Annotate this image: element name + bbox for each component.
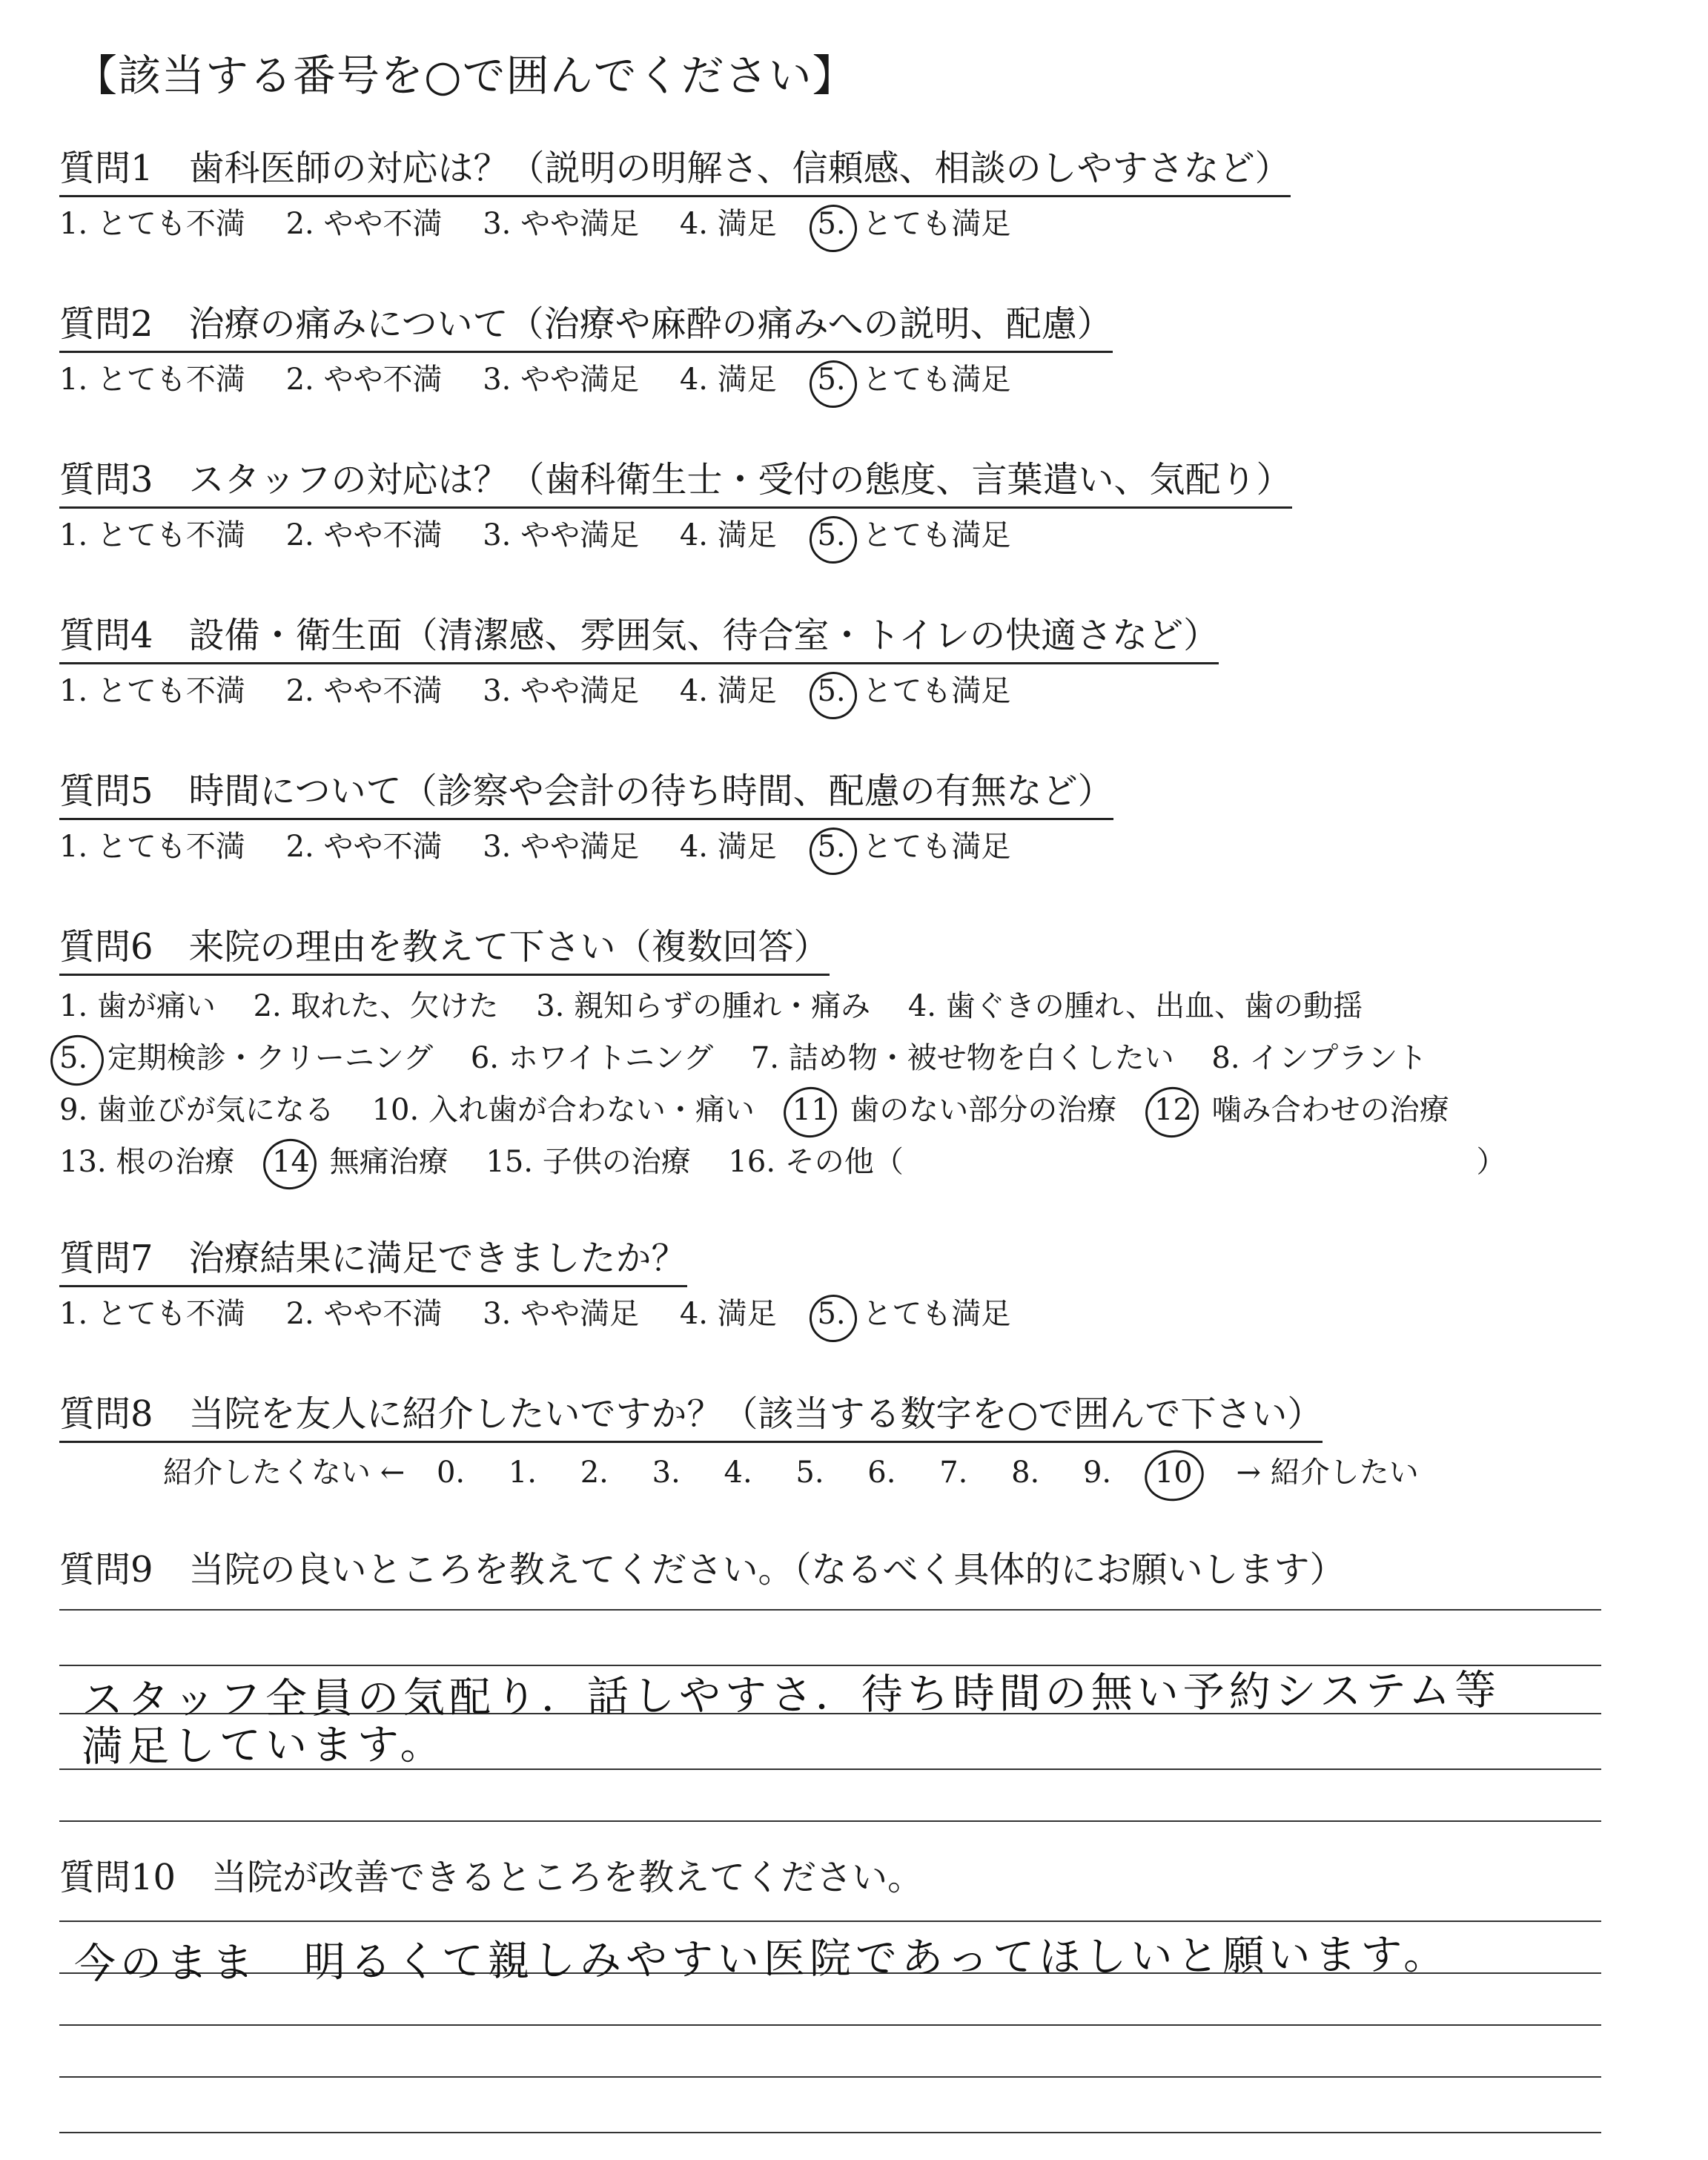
q10-rule-5 [59, 2132, 1601, 2133]
q6-option-12-label: 噛み合わせの治療 [1211, 1093, 1449, 1127]
q7-option-3[interactable]: 3. やや満足 [483, 1297, 640, 1331]
question-9 [59, 1546, 1690, 1596]
question-6 [59, 923, 1690, 1188]
q9-rule-5 [59, 1820, 1601, 1822]
question-3-title: 質問3 スタッフの対応は？（歯科衛生士・受付の態度、言葉遣い、気配り） [59, 456, 1292, 509]
q7-option-4[interactable]: 4. 満足 [679, 1297, 777, 1331]
q4-option-1[interactable]: 1. とても不満 [59, 674, 245, 708]
q10-rule-3 [59, 2024, 1601, 2026]
q6-option-11-label: 歯のない部分の治療 [850, 1093, 1117, 1127]
question-8-scale [59, 1450, 1690, 1495]
question-4-options [59, 670, 1690, 712]
question-7-options [59, 1293, 1690, 1335]
q2-option-5-label: とても満足 [862, 363, 1011, 397]
q5-option-5-label: とても満足 [862, 830, 1011, 864]
q8-number-4[interactable]: 4. [724, 1456, 752, 1490]
question-2-options [59, 359, 1690, 400]
q8-number-10-circled[interactable]: 10 [1155, 1450, 1193, 1495]
q6-option-9[interactable]: 9. 歯並びが気になる [59, 1093, 334, 1127]
q6-option-2[interactable]: 2. 取れた、欠けた [253, 989, 499, 1023]
question-7-title: 質問7 治療結果に満足できましたか？ [59, 1235, 687, 1287]
q6-option-5-label: 定期検診・クリーニング [107, 1041, 434, 1075]
question-2-title: 質問2 治療の痛みについて（治療や麻酔の痛みへの説明、配慮） [59, 300, 1113, 353]
q6-option-8[interactable]: 8. インプラント [1211, 1041, 1428, 1075]
question-1-title: 質問1 歯科医師の対応は？（説明の明解さ、信頼感、相談のしやすさなど） [59, 145, 1291, 197]
q1-option-2[interactable]: 2. やや不満 [285, 207, 443, 241]
q8-number-6[interactable]: 6. [867, 1456, 896, 1490]
q3-option-2[interactable]: 2. やや不満 [285, 518, 443, 552]
question-6-options [59, 980, 1690, 1188]
q3-option-5-label: とても満足 [862, 518, 1011, 552]
q10-rule-4 [59, 2076, 1601, 2078]
q4-option-5-label: とても満足 [862, 674, 1011, 708]
q8-number-1[interactable]: 1. [508, 1456, 537, 1490]
q2-option-5-circled[interactable]: 5. [817, 359, 845, 400]
q6-option-7[interactable]: 7. 詰め物・被せ物を白くしたい [750, 1041, 1174, 1075]
q6-row-2 [59, 1032, 1690, 1084]
q2-option-4[interactable]: 4. 満足 [679, 363, 777, 397]
q2-option-1[interactable]: 1. とても不満 [59, 363, 245, 397]
q8-left-label: 紹介したくない ← [163, 1456, 406, 1490]
q8-number-8[interactable]: 8. [1011, 1456, 1040, 1490]
q8-number-3[interactable]: 3. [652, 1456, 681, 1490]
q8-right-label: → 紹介したい [1236, 1456, 1419, 1490]
q6-option-13[interactable]: 13. 根の治療 [59, 1145, 235, 1179]
q6-option-16[interactable]: 16. その他（ [728, 1145, 904, 1179]
question-7 [59, 1235, 1690, 1335]
q5-option-3[interactable]: 3. やや満足 [483, 830, 640, 864]
q6-option-4[interactable]: 4. 歯ぐきの腫れ、出血、歯の動揺 [907, 989, 1363, 1023]
q6-option-15[interactable]: 15. 子供の治療 [486, 1145, 691, 1179]
q1-option-5-label: とても満足 [862, 207, 1011, 241]
q6-option-6[interactable]: 6. ホワイトニング [470, 1041, 714, 1075]
q8-number-5[interactable]: 5. [795, 1456, 824, 1490]
q7-option-1[interactable]: 1. とても不満 [59, 1297, 245, 1331]
question-10 [59, 1854, 1690, 1904]
q7-option-2[interactable]: 2. やや不満 [285, 1297, 443, 1331]
q4-option-2[interactable]: 2. やや不満 [285, 674, 443, 708]
q6-option-1[interactable]: 1. 歯が痛い [59, 989, 216, 1023]
q5-option-4[interactable]: 4. 満足 [679, 830, 777, 864]
question-2 [59, 300, 1690, 400]
q6-option-14-circled[interactable]: 14 [272, 1136, 310, 1188]
q8-number-9[interactable]: 9. [1082, 1456, 1112, 1490]
q3-option-3[interactable]: 3. やや満足 [483, 518, 640, 552]
question-3-options [59, 515, 1690, 556]
q5-option-1[interactable]: 1. とても不満 [59, 830, 245, 864]
q4-option-5-circled[interactable]: 5. [817, 670, 845, 712]
question-5 [59, 767, 1690, 868]
q6-option-11-circled[interactable]: 11 [792, 1084, 830, 1136]
q6-option-14-label: 無痛治療 [329, 1145, 448, 1179]
q6-row-4 [59, 1136, 1690, 1188]
q8-number-0[interactable]: 0. [436, 1456, 466, 1490]
q6-option-5-circled[interactable]: 5. [59, 1032, 87, 1084]
q6-option-10[interactable]: 10. 入れ歯が合わない・痛い [371, 1093, 755, 1127]
q1-option-3[interactable]: 3. やや満足 [483, 207, 640, 241]
q7-option-5-circled[interactable]: 5. [817, 1293, 845, 1335]
q4-option-4[interactable]: 4. 満足 [679, 674, 777, 708]
q5-option-5-circled[interactable]: 5. [817, 826, 845, 868]
q2-option-2[interactable]: 2. やや不満 [285, 363, 443, 397]
q9-handwritten-answer-line-2: 満足しています。 [81, 1720, 446, 1771]
question-5-options [59, 826, 1690, 868]
question-1-options [59, 203, 1690, 245]
instruction-heading: 【該当する番号を○で囲んでください】 [74, 50, 856, 101]
q5-option-2[interactable]: 2. やや不満 [285, 830, 443, 864]
question-6-title: 質問6 来院の理由を教えて下さい（複数回答） [59, 923, 830, 976]
q1-option-4[interactable]: 4. 満足 [679, 207, 777, 241]
q3-option-4[interactable]: 4. 満足 [679, 518, 777, 552]
q9-handwritten-answer-line-1: スタッフ全員の気配り．話しやすさ．待ち時間の無い予約システム等 [81, 1666, 1501, 1725]
question-10-title: 質問10 当院が改善できるところを教えてください。 [59, 1857, 924, 1898]
q8-number-2[interactable]: 2. [580, 1456, 609, 1490]
question-8-title: 質問8 当院を友人に紹介したいですか？（該当する数字を○で囲んで下さい） [59, 1390, 1323, 1443]
q3-option-1[interactable]: 1. とても不満 [59, 518, 245, 552]
question-8 [59, 1390, 1690, 1495]
question-9-title: 質問9 当院の良いところを教えてください。（なるべく具体的にお願いします） [59, 1549, 1345, 1591]
q6-row-1 [59, 980, 1690, 1032]
question-4-title: 質問4 設備・衛生面（清潔感、雰囲気、待合室・トイレの快適さなど） [59, 612, 1219, 664]
q10-handwritten-answer-line-1: 今のまま 明るくて親しみやすい医院であってほしいと願います。 [73, 1930, 1450, 1989]
q6-option-12-circled[interactable]: 12 [1154, 1084, 1192, 1136]
q3-option-5-circled[interactable]: 5. [817, 515, 845, 556]
q7-option-5-label: とても満足 [862, 1297, 1011, 1331]
q6-option-3[interactable]: 3. 親知らずの腫れ・痛み [536, 989, 871, 1023]
q9-rule-1 [59, 1609, 1601, 1611]
q8-number-7[interactable]: 7. [939, 1456, 968, 1490]
q2-option-3[interactable]: 3. やや満足 [483, 363, 640, 397]
question-4 [59, 612, 1690, 712]
question-3 [59, 456, 1690, 556]
q1-option-1[interactable]: 1. とても不満 [59, 207, 245, 241]
q4-option-3[interactable]: 3. やや満足 [483, 674, 640, 708]
question-1 [59, 145, 1690, 245]
question-5-title: 質問5 時間について（診察や会計の待ち時間、配慮の有無など） [59, 767, 1113, 820]
q1-option-5-circled[interactable]: 5. [817, 203, 845, 245]
q6-other-close-paren: ） [1476, 1145, 1506, 1179]
q6-row-3 [59, 1084, 1690, 1136]
